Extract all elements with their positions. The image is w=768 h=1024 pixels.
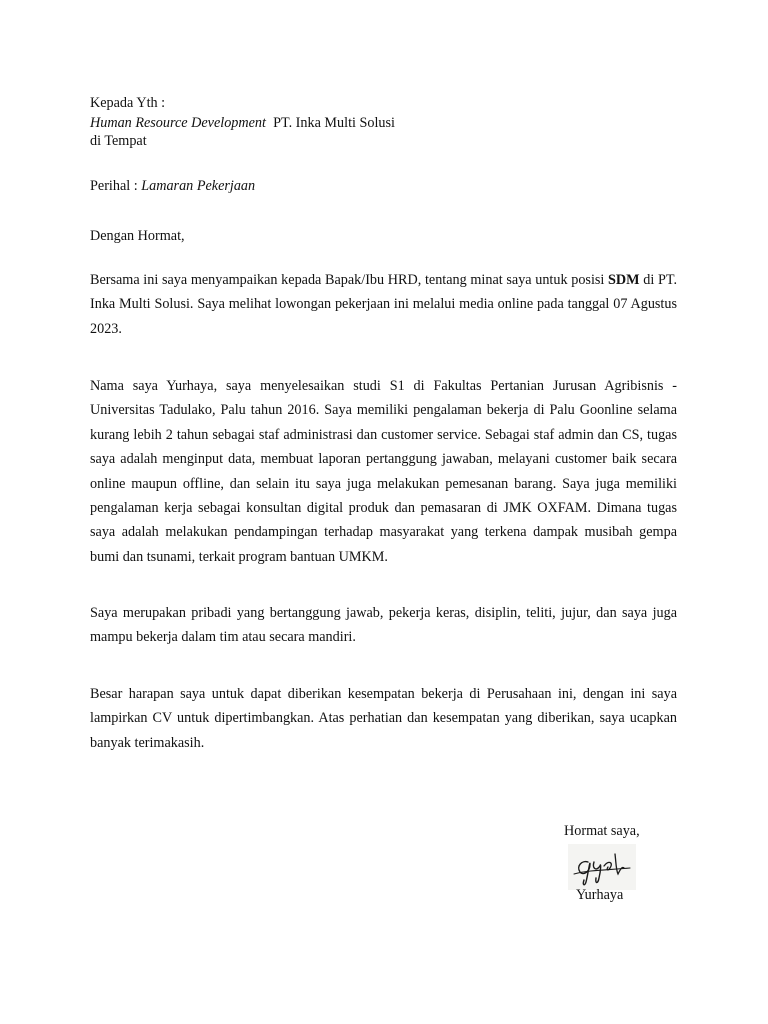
signer-name: Yurhaya [576, 887, 624, 903]
recipient-salutation: Kepada Yth : [90, 95, 166, 111]
recipient-company: PT. Inka Multi Solusi [273, 115, 395, 131]
subject-label: Perihal : [90, 178, 142, 194]
paragraph-closing-text: Besar harapan saya untuk dapat diberikan kesempatan bekerja di Perusahaan ini, dengan ini saya lampirkan CV untuk dipertimbangkan. Atas perhatian dan kesempatan yang diberikan, saya ucapkan banyak terimakasih. [90, 686, 677, 751]
subject-line [90, 177, 255, 195]
paragraph-background [90, 374, 677, 569]
greeting: Dengan Hormat, [90, 228, 185, 244]
paragraph-intro-text-after: di PT. Inka Multi Solusi. Saya melihat lowongan pekerjaan ini melalui media online pada tanggal 07 Agustus 2023. [90, 272, 677, 337]
recipient-line [90, 114, 395, 132]
paragraph-personality-text: Saya merupakan pribadi yang bertanggung jawab, pekerja keras, disiplin, teliti, jujur, dan saya juga mampu bekerja dalam tim atau secara mandiri. [90, 605, 677, 646]
paragraph-closing [90, 682, 677, 755]
paragraph-background-text: Nama saya Yurhaya, saya menyelesaikan studi S1 di Fakultas Pertanian Jurusan Agribisnis - Universitas Tadulako, Palu tahun 2016. Saya memiliki pengalaman bekerja di Palu Goonline selama kurang lebih 2 tahun sebagai staf administrasi dan customer service. Sebagai staf admin dan CS, tugas saya adalah menginput data, membuat laporan pertanggung jawaban, melayani customer baik secara online maupun offline, dan selain itu saya juga melakukan pemesanan barang. Saya juga memiliki pengalaman kerja sebagai konsultan digital produk dan pemasaran di JMK OXFAM. Dimana tugas saya adalah melakukan pendampingan terhadap masyarakat yang terkena dampak musibah gempa bumi dan tsunami, terkait program bantuan UMKM. [90, 378, 677, 565]
subject-value: Lamaran Pekerjaan [141, 178, 256, 194]
paragraph-intro [90, 268, 677, 341]
closing-phrase: Hormat saya, [564, 823, 640, 839]
handwritten-signature-icon [568, 844, 636, 890]
recipient-department: Human Resource Development [90, 115, 266, 131]
paragraph-personality [90, 601, 677, 650]
paragraph-intro-text-before: Bersama ini saya menyampaikan kepada Bapak/Ibu HRD, tentang minat saya untuk posisi [90, 272, 609, 288]
position-name: SDM [608, 272, 640, 288]
recipient-place: di Tempat [90, 133, 147, 149]
